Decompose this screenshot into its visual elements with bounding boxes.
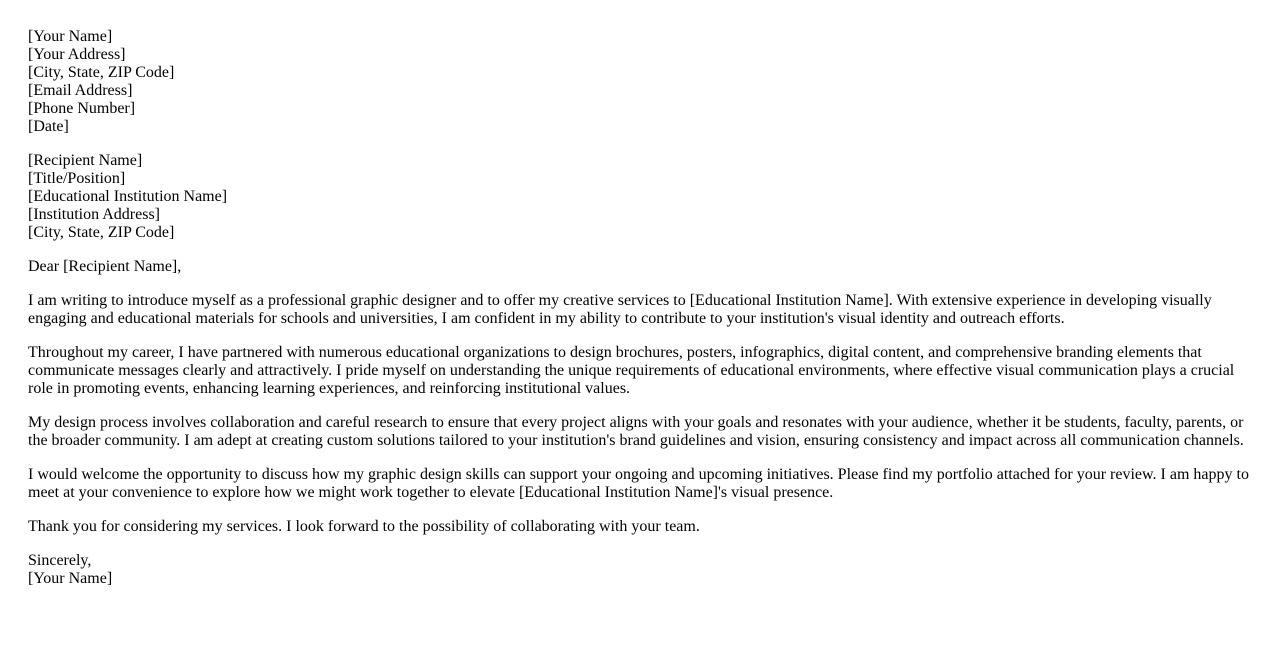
sender-city: [City, State, ZIP Code] — [28, 64, 175, 81]
sender-name: [Your Name] — [28, 28, 113, 45]
recipient-address: [Institution Address] — [28, 206, 160, 223]
salutation: Dear [Recipient Name], — [28, 258, 182, 275]
sender-address: [Your Address] — [28, 46, 126, 63]
body-paragraph-invitation: I would welcome the opportunity to discuss how my graphic design skills can support your ongoing and upcoming initiatives. Please find my portfolio attached for your review. I am happy to meet at your convenience to explore how we might work together to elevate [Educational Institution Name]'s visual presence. — [28, 466, 1249, 501]
body-paragraph-process: My design process involves collaboration and careful research to ensure that every project aligns with your goals and resonates with your audience, whether it be students, faculty, parents, or the broader community. I am adept at creating custom solutions tailored to your institution's brand guidelines and vision, ensuring consistency and impact across all communication channels. — [28, 414, 1244, 449]
recipient-institution: [Educational Institution Name] — [28, 188, 228, 205]
closing-block — [28, 552, 1256, 588]
recipient-block — [28, 152, 1256, 242]
body-paragraph-experience: Throughout my career, I have partnered with numerous educational organizations to design brochures, posters, infographics, digital content, and comprehensive branding elements that communicate messages clearly and attractively. I pride myself on understanding the unique requirements of educational environments, where effective visual communication plays a crucial role in promoting events, enhancing learning experiences, and reinforcing institutional values. — [28, 344, 1235, 397]
valediction: Sincerely, — [28, 552, 92, 569]
body-paragraph-intro: I am writing to introduce myself as a professional graphic designer and to offer my creative services to [Educational Institution Name]. With extensive experience in developing visually engaging and educational materials for schools and universities, I am confident in my ability to contribute to your institution's visual identity and outreach efforts. — [28, 292, 1212, 327]
recipient-name: [Recipient Name] — [28, 152, 143, 169]
letter-date: [Date] — [28, 118, 69, 135]
sender-block — [28, 28, 1256, 136]
recipient-title: [Title/Position] — [28, 170, 126, 187]
sender-email: [Email Address] — [28, 82, 133, 99]
recipient-city: [City, State, ZIP Code] — [28, 224, 175, 241]
sender-phone: [Phone Number] — [28, 100, 136, 117]
body-paragraph-thanks: Thank you for considering my services. I look forward to the possibility of collaborating with your team. — [28, 518, 700, 535]
signature-name: [Your Name] — [28, 570, 113, 587]
cover-letter — [28, 28, 1256, 604]
